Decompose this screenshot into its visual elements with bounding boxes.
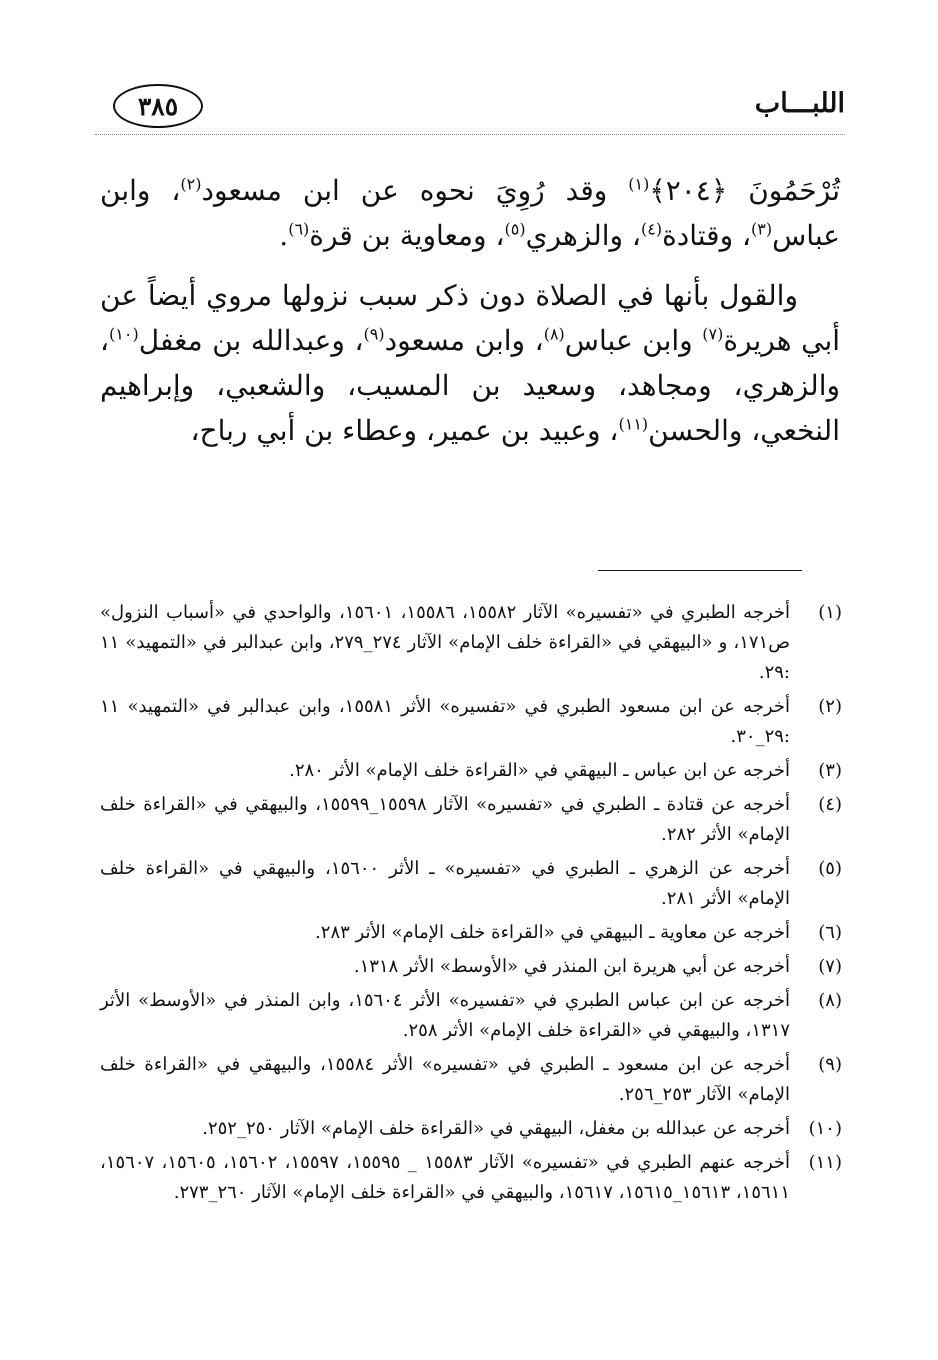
footnote-number: (٨) xyxy=(818,990,842,1011)
footnote-text: أخرجه عن معاوية ـ البيهقي في «القراءة خلف الإمام» الأثر ٢٨٣. xyxy=(315,922,790,943)
main-text xyxy=(100,168,840,468)
footnote-2 xyxy=(100,692,842,752)
footnote-3 xyxy=(100,756,842,786)
footnote-ref-8[interactable]: (٨) xyxy=(543,324,565,344)
footnote-separator xyxy=(598,570,802,571)
text-segment: والقول بأنها في الصلاة دون ذكر سبب نزولها مروي أيضاً عن أبي هريرة xyxy=(100,279,841,357)
footnote-ref-6[interactable]: (٦) xyxy=(288,219,310,239)
footnotes xyxy=(100,598,842,1212)
footnote-1 xyxy=(100,598,842,688)
footnote-ref-2[interactable]: (٢) xyxy=(180,174,202,194)
footnote-ref-3[interactable]: (٣) xyxy=(751,219,773,239)
text-segment: وقد رُوِيَ نحوه عن ابن مسعود xyxy=(201,174,629,207)
page-number-badge: ٣٨٥ xyxy=(113,84,203,128)
footnote-number: (٢) xyxy=(818,696,842,717)
page-header xyxy=(95,80,845,140)
footnote-ref-7[interactable]: (٧) xyxy=(702,324,724,344)
header-divider xyxy=(95,134,845,135)
footnote-ref-4[interactable]: (٤) xyxy=(640,219,663,239)
footnote-ref-9[interactable]: (٩) xyxy=(363,324,385,344)
footnote-7 xyxy=(100,952,842,982)
footnote-number: (٦) xyxy=(818,922,842,943)
footnote-text: أخرجه عن قتادة ـ الطبري في «تفسيره» الآثار ١٥٥٩٨_١٥٥٩٩، والبيهقي في «القراءة خلف الإمام» الأثر ٢٨٢. xyxy=(100,794,790,845)
footnote-ref-11[interactable]: (١١) xyxy=(618,414,649,434)
footnote-ref-1[interactable]: (١) xyxy=(628,174,650,194)
footnote-text: أخرجه عن الزهري ـ الطبري في «تفسيره» ـ الأثر ١٥٦٠٠، والبيهقي في «القراءة خلف الإمام» الأثر ٢٨١. xyxy=(100,858,790,909)
footnote-number: (٩) xyxy=(818,1054,842,1075)
footnote-number: (١) xyxy=(818,602,842,623)
footnote-text: أخرجه عن عبدالله بن مغفل، البيهقي في «القراءة خلف الإمام» الآثار ٢٥٠_٢٥٢. xyxy=(202,1118,790,1139)
footnote-text: أخرجه عنهم الطبري في «تفسيره» الآثار ١٥٥٨٣ _ ١٥٥٩٥، ١٥٥٩٧، ١٥٦٠٢، ١٥٦٠٥، ١٥٦٠٧، ١٥٦١١، ١٥٦١٣_١٥٦١٥، ١٥٦١٧، والبيهقي في «القراءة خلف الإمام» الآثار ٢٦٠_٢٧٣. xyxy=(100,1152,791,1203)
footnote-text: أخرجه الطبري في «تفسيره» الآثار ١٥٥٨٢، ١٥٥٨٦، ١٥٦٠١، والواحدي في «أسباب النزول» ص١٧١، و «البيهقي في «القراءة خلف الإمام» الآثار ٢٧٤_٢٧٩، وابن عبدالبر في «التمهيد» ١١ :٢٩. xyxy=(100,602,791,683)
quran-verse-end: تُرْحَمُونَ ﴿٢٠٤﴾ xyxy=(649,174,840,207)
footnote-text: أخرجه عن ابن مسعود ـ الطبري في «تفسيره» الأثر ١٥٥٨٤، والبيهقي في «القراءة خلف الإمام» الآثار ٢٥٣_٢٥٦. xyxy=(100,1054,791,1105)
text-segment: ، وعبيد بن عمير، وعطاء بن أبي رباح، xyxy=(190,414,619,447)
footnote-text: أخرجه عن ابن مسعود الطبري في «تفسيره» الأثر ١٥٥٨١، وابن عبدالبر في «التمهيد» ١١ :٢٩_٣٠. xyxy=(100,696,790,747)
footnote-number: (٤) xyxy=(818,794,842,815)
footnote-number: (٧) xyxy=(818,956,842,977)
text-segment: ، وعبدالله بن مغفل xyxy=(138,324,364,357)
text-segment: وابن عباس xyxy=(564,324,703,357)
running-title: اللبـــاب xyxy=(754,88,845,119)
footnote-number: (١٠) xyxy=(808,1118,842,1139)
footnote-text: أخرجه عن ابن عباس الطبري في «تفسيره» الأثر ١٥٦٠٤، وابن المنذر في «الأوسط» الأثر ١٣١٧، والبيهقي في «القراءة خلف الإمام» الأثر ٢٥٨. xyxy=(100,990,790,1041)
footnote-text: أخرجه عن أبي هريرة ابن المنذر في «الأوسط» الأثر ١٣١٨. xyxy=(353,956,790,977)
footnote-number: (٥) xyxy=(818,858,842,879)
paragraph-1 xyxy=(100,168,840,258)
text-segment: ، والزهري xyxy=(525,219,641,252)
text-segment: ، ومعاوية بن قرة xyxy=(309,219,505,252)
text-segment: ، وابن عباس xyxy=(100,174,840,252)
text-segment: . xyxy=(279,219,289,252)
text-segment: ، وقتادة xyxy=(662,219,752,252)
footnote-ref-10[interactable]: (١٠) xyxy=(109,324,139,344)
footnote-11 xyxy=(100,1148,842,1208)
footnote-ref-5[interactable]: (٥) xyxy=(504,219,526,239)
text-segment: ، وابن مسعود xyxy=(384,324,544,357)
footnote-text: أخرجه عن ابن عباس ـ البيهقي في «القراءة خلف الإمام» الأثر ٢٨٠. xyxy=(289,760,790,781)
paragraph-2 xyxy=(100,273,840,453)
footnote-8 xyxy=(100,986,842,1046)
footnote-number: (١١) xyxy=(808,1152,842,1173)
footnote-5 xyxy=(100,854,842,914)
footnote-number: (٣) xyxy=(818,760,842,781)
text-segment: ، والزهري، ومجاهد، وسعيد بن المسيب، والشعبي، وإبراهيم النخعي، والحسن xyxy=(100,324,840,447)
footnote-6 xyxy=(100,918,842,948)
footnote-9 xyxy=(100,1050,842,1110)
footnote-4 xyxy=(100,790,842,850)
footnote-10 xyxy=(100,1114,842,1144)
